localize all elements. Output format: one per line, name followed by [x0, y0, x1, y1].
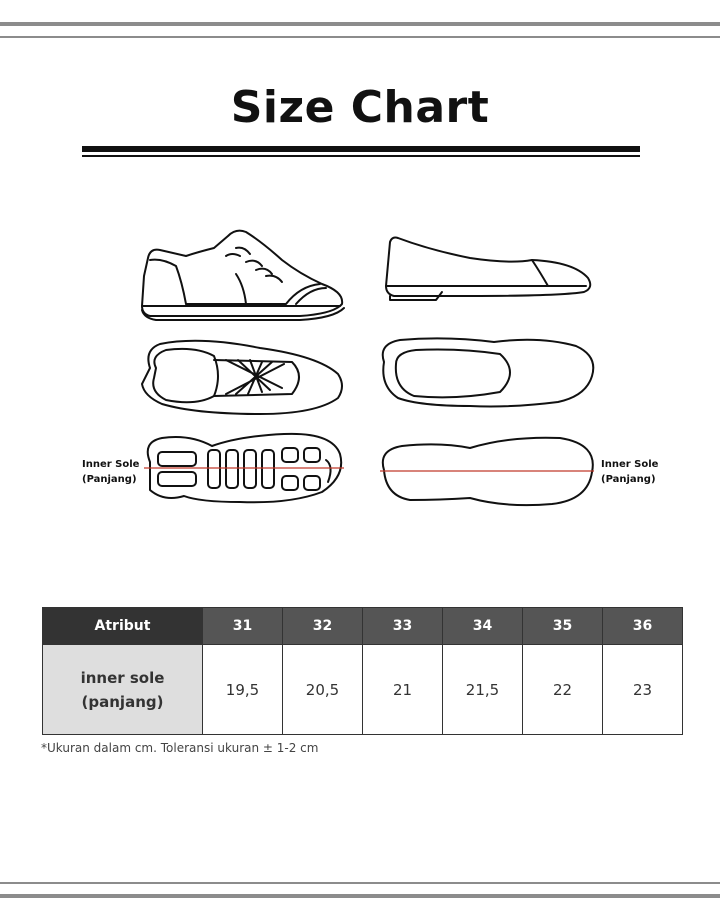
table-header-size: 32 — [283, 608, 363, 645]
bottom-border-line-thin — [0, 882, 720, 884]
table-cell: 23 — [603, 645, 683, 735]
table-header-size: 33 — [363, 608, 443, 645]
sneaker-top-icon — [142, 341, 342, 414]
inner-sole-label-right — [601, 457, 658, 487]
table-header-size: 31 — [203, 608, 283, 645]
flat-shoe-side-icon — [386, 238, 590, 301]
sneaker-side-icon — [142, 231, 344, 320]
inner-sole-label-left-line2: (Panjang) — [82, 474, 137, 485]
table-cell: 21 — [363, 645, 443, 735]
row-label-line2: (panjang) — [81, 692, 164, 711]
title-rule-thick — [82, 146, 640, 152]
table-header-attribute: Atribut — [43, 608, 203, 645]
top-border-line-thin — [0, 36, 720, 38]
table-cell: 19,5 — [203, 645, 283, 735]
top-border-line — [0, 22, 720, 26]
flat-shoe-top-icon — [383, 338, 594, 406]
table-row — [43, 645, 683, 735]
title-rule-thin — [82, 155, 640, 157]
table-header-size: 36 — [603, 608, 683, 645]
size-note: *Ukuran dalam cm. Toleransi ukuran ± 1-2 cm — [41, 741, 319, 755]
size-table — [42, 607, 683, 735]
table-cell: 22 — [523, 645, 603, 735]
inner-sole-label-left — [82, 457, 139, 487]
shoe-illustration — [0, 200, 720, 540]
row-label — [43, 645, 203, 735]
row-label-line1: inner sole — [80, 668, 165, 687]
bottom-border-line — [0, 894, 720, 898]
table-header-size: 34 — [443, 608, 523, 645]
inner-sole-label-right-line2: (Panjang) — [601, 474, 656, 485]
table-cell: 20,5 — [283, 645, 363, 735]
inner-sole-label-right-line1: Inner Sole — [601, 459, 659, 470]
table-header-row — [43, 608, 683, 645]
page-title: Size Chart — [230, 82, 490, 133]
inner-sole-label-left-line1: Inner Sole — [82, 459, 140, 470]
table-cell: 21,5 — [443, 645, 523, 735]
table-header-size: 35 — [523, 608, 603, 645]
